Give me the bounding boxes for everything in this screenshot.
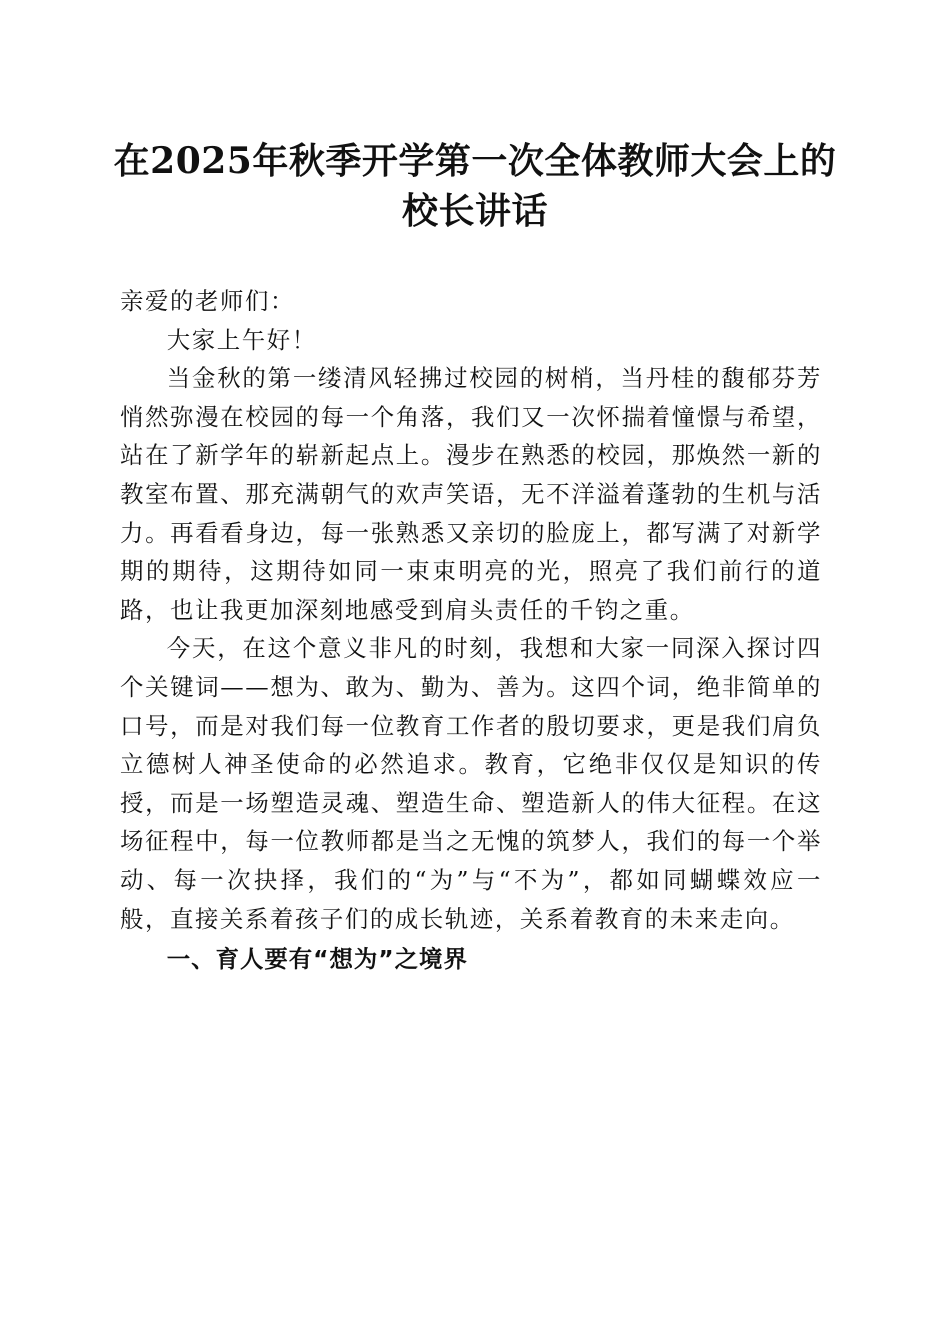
document-body	[120, 282, 822, 979]
title-line-1: 在2025年秋季开学第一次全体教师大会上的	[113, 140, 837, 182]
title-line-2: 校长讲话	[401, 190, 548, 232]
greeting: 大家上午好！	[166, 325, 317, 354]
document-title	[100, 136, 850, 236]
salutation: 亲爱的老师们：	[120, 287, 295, 315]
paragraph-2: 今天，在这个意义非凡的时刻，我想和大家一同深入探讨四个关键词——想为、敢为、勤为、善为。这四个词，绝非简单的口号，而是对我们每一位教育工作者的殷切要求，更是我们肩负立德树人神圣使命的必然追求。教育，它绝非仅仅是知识的传授，而是一场塑造灵魂、塑造生命、塑造新人的伟大征程。在这场征程中，每一位教师都是当之无愧的筑梦人，我们的每一个举动、每一次抉择，我们的“为”与“不为”，都如同蝴蝶效应一般，直接关系着孩子们的成长轨迹，关系着教育的未来走向。	[120, 634, 822, 933]
section-heading: 一、育人要有“想为”之境界	[166, 945, 468, 974]
paragraph-1: 当金秋的第一缕清风轻拂过校园的树梢，当丹桂的馥郁芬芳悄然弥漫在校园的每一个角落，我们又一次怀揣着憧憬与希望，站在了新学年的崭新起点上。漫步在熟悉的校园，那焕然一新的教室布置、那充满朝气的欢声笑语，无不洋溢着蓬勃的生机与活力。再看看身边，每一张熟悉又亲切的脸庞上，都写满了对新学期的期待，这期待如同一束束明亮的光，照亮了我们前行的道路，也让我更加深刻地感受到肩头责任的千钧之重。	[120, 364, 822, 624]
